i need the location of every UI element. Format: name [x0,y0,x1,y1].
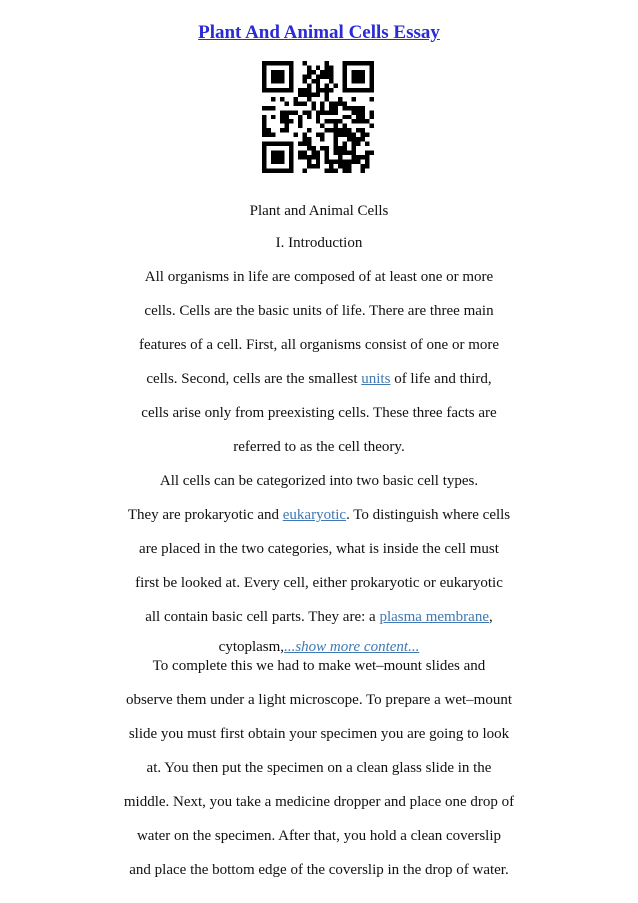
qr-code-image [262,61,374,173]
section-heading: I. Introduction [275,235,363,251]
paragraph-line: features of a cell. First, all organisms consist of one or more [138,337,500,353]
paragraph-line: at. You then put the specimen on a clean glass slide in the [146,760,492,776]
plasma-membrane-link[interactable]: plasma membrane [379,609,489,625]
eukaryotic-link[interactable]: eukaryotic [282,507,347,523]
paragraph-line: are placed in the two categories, what is inside the cell must [139,541,499,557]
paragraph-line: slide you must first obtain your specimen you are going to look [128,726,510,742]
paragraph-line [0,505,638,525]
paragraph-line: observe them under a light microscope. To prepare a wet–mount [125,692,513,708]
paragraph-line: referred to as the cell theory. [233,439,405,455]
line-text: , [489,609,493,625]
units-link[interactable]: units [361,371,391,387]
paragraph-line: To complete this we had to make wet–mount slides and [152,658,486,674]
line-text: of life and third, [390,371,492,387]
line-text: They are prokaryotic and [127,507,283,523]
paragraph-line [0,369,638,389]
paragraph-line [0,637,638,657]
line-text: cells. Second, cells are the smallest [146,371,362,387]
paragraph-line: cells. Cells are the basic units of life. There are three main [144,303,494,319]
paragraph-line [0,607,638,627]
paragraph-line: first be looked at. Every cell, either prokaryotic or eukaryotic [135,575,503,591]
paragraph-line: All organisms in life are composed of at least one or more [144,269,494,285]
line-text: cytoplasm, [218,639,285,655]
show-more-link[interactable]: ...show more content... [284,639,420,655]
paragraph-line: middle. Next, you take a medicine dropper and place one drop of [123,794,515,810]
essay-title-link[interactable]: Plant And Animal Cells Essay [198,22,440,43]
line-text: . To distinguish where cells [346,507,511,523]
line-text: all contain basic cell parts. They are: a [145,609,380,625]
paragraph-line: and place the bottom edge of the coverslip in the drop of water. [129,862,509,878]
paragraph-line: water on the specimen. After that, you hold a clean coverslip [136,828,502,844]
paragraph-line: All cells can be categorized into two basic cell types. [159,473,479,489]
essay-heading: Plant and Animal Cells [249,203,389,219]
paragraph-line: cells arise only from preexisting cells. These three facts are [141,405,497,421]
